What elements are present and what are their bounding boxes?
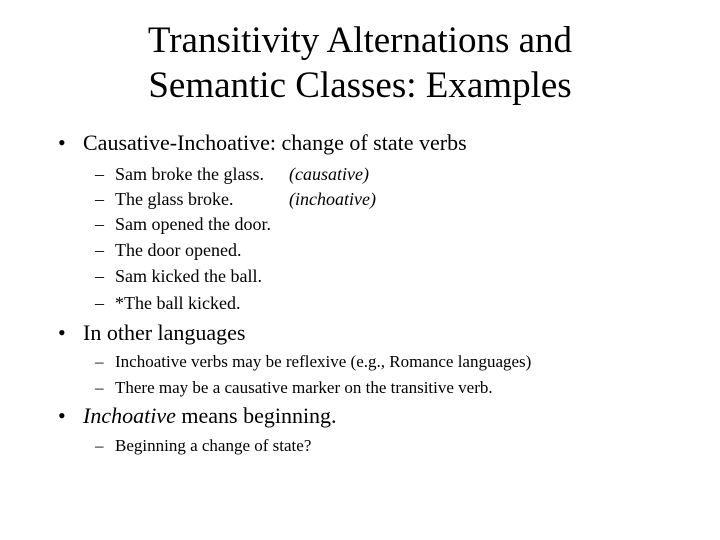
dash-glyph: – [95,293,104,313]
dash-glyph: – [95,352,104,371]
example-row [95,239,395,261]
dash-glyph: – [95,378,104,397]
bullet-glyph: • [58,130,66,155]
title-line-1: Transitivity Alternations and [147,20,573,61]
example-row [95,213,395,235]
title-line-2: Semantic Classes: Examples [148,65,572,106]
dash-glyph: – [95,436,104,455]
dash-glyph: – [95,266,104,286]
example-annotation: (inchoative) [289,189,376,209]
bullet-inchoative-meaning [58,403,398,429]
bullet-glyph: • [58,320,66,345]
example-row [95,188,395,210]
example-row [95,292,395,314]
example-text: The door opened. [115,240,242,260]
sub-item-text: Beginning a change of state? [115,436,312,455]
sub-item-text: Inchoative verbs may be reflexive (e.g., Romance languages) [115,352,532,371]
example-text: Sam kicked the ball. [115,266,262,286]
bullet-text: In other languages [83,320,246,345]
sub-item [95,377,615,398]
dash-glyph: – [95,214,104,234]
bullet-glyph: • [58,403,66,428]
dash-glyph: – [95,240,104,260]
slide-title [60,18,660,108]
example-text: Sam opened the door. [115,214,271,234]
example-text: *The ball kicked. [115,293,241,313]
example-text: The glass broke. [115,189,234,209]
example-annotation: (causative) [289,164,369,184]
dash-glyph: – [95,164,104,184]
bullet-text [83,403,337,429]
sub-item [95,435,395,456]
bullet-text-rest: means beginning. [175,403,337,428]
bullet-text: Causative-Inchoative: change of state verbs [83,130,467,155]
bullet-causative-inchoative [58,130,518,156]
example-row [95,163,395,185]
sub-item-text: There may be a causative marker on the transitive verb. [115,378,493,397]
sub-item [95,351,615,372]
example-row [95,265,395,287]
example-text: Sam broke the glass. [115,164,264,184]
dash-glyph: – [95,189,104,209]
bullet-other-languages [58,320,358,346]
bullet-text-italic: Inchoative [83,403,176,428]
